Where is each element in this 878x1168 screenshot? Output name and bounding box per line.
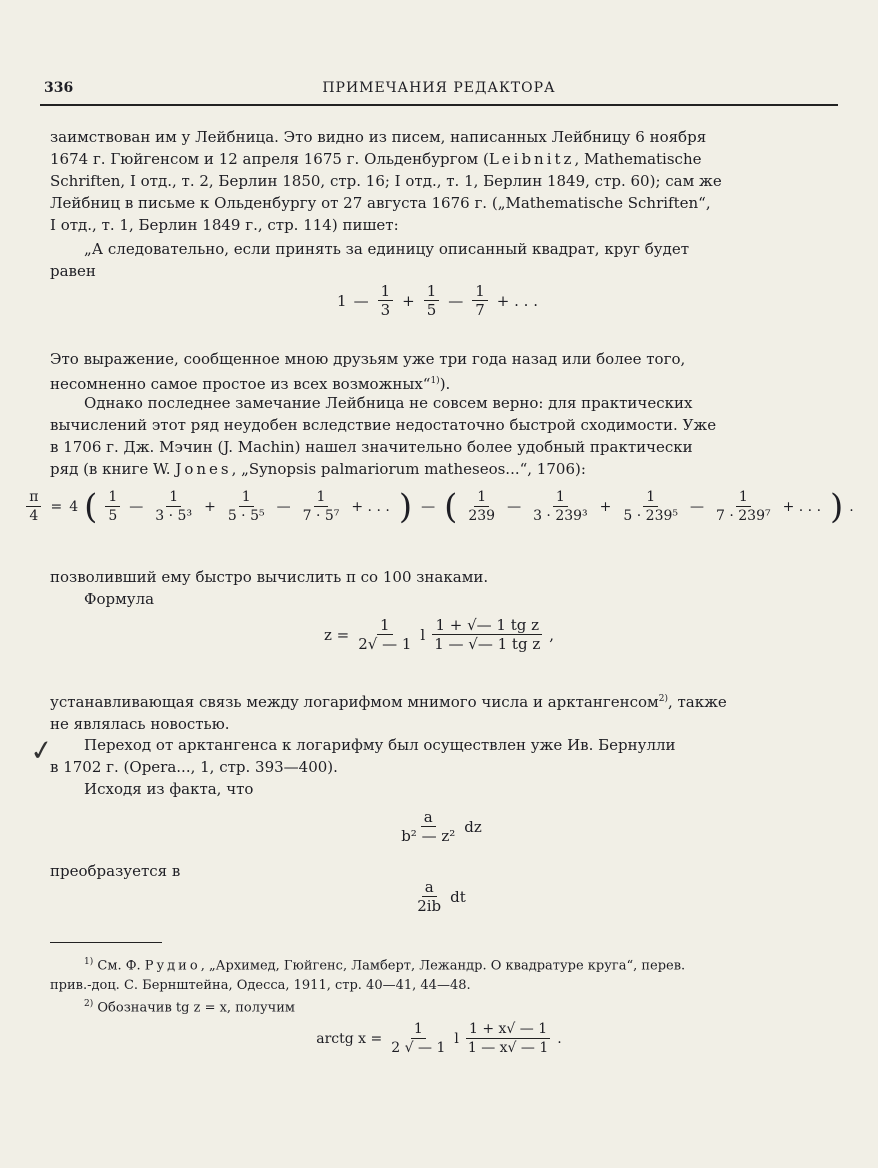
p1-line-3: Schriften, I отд., т. 2, Берлин 1850, стр. 16; I отд., т. 1, Берлин 1849, стр. 60); сам же [50,172,722,190]
paragraph-5 [50,566,830,610]
footnote-2: $^{2)}$ Обозначив tg z = x, получим [84,999,295,1016]
p7-line-1: Переход от арктангенса к логарифму был осуществлен уже Ив. Бернулли [84,736,676,754]
machin-formula: $\frac{\pi}{4}$ = 4 ( $\frac{1}{5}$ — $\frac{1}{\text{3 · 5³}}$ + $\frac{1}{\text{5 · 5⁵}}$ — $\frac{1}{\text{7 · 5⁷}}$ + . . . ) — ( $\frac{1}{239}$ — $\frac{1}{\text{3 · 239³}}$ + $\frac{1}{\text{5 · 239⁵}}$ — $\frac{1}{\text{7 · 239⁷}}$ + . . . ) . [0,488,878,525]
footnote-rule [50,942,162,943]
p6-line-1: устанавливающая связь между логарифмом мнимого числа и арктангенсом$^{2)}$, также [50,693,727,711]
paragraph-2 [50,238,830,282]
fraction-1-5: $\frac{1}{5}$ [424,282,440,319]
p1-line-2: 1674 г. Гюйгенсом и 12 апреля 1675 г. Ольденбургом (Leibnitz, Mathematische [50,150,702,168]
p3-line-2: несомненно самое простое из всех возможных“$^{1)}$). [50,375,451,393]
running-header: ПРИМЕЧАНИЯ РЕДАКТОРА [322,80,556,96]
p5-line-1: позволивший ему быстро вычислить π со 100 знаками. [50,568,489,586]
page-number: 336 [44,80,74,96]
pi-over-4: $\frac{\pi}{4}$ [26,488,41,525]
p6-line-2: не являлась новостью. [50,715,230,733]
jones-name: Jones [175,460,232,478]
p7-line-2: в 1702 г. (Opera..., 1, стр. 393—400). [50,758,338,776]
fraction-1-3: $\frac{1}{3}$ [378,282,394,319]
log-arctan-formula: z = $\frac{1}{2√ — 1}$ l $\frac{\text{1 + √— 1 tg z}}{\text{1 — √— 1 tg z}}$ , [323,616,555,653]
leibnitz-name: Leibnitz [488,150,575,168]
footnote-ref-1[interactable]: 1) [430,376,440,386]
footnote-ref-2[interactable]: 2) [658,694,668,704]
paragraph-4 [50,392,830,480]
header-rule [40,104,838,106]
fraction-1-7: $\frac{1}{7}$ [472,282,488,319]
p1-line-1: заимствован им у Лейбница. Это видно из писем, написанных Лейбницу 6 ноября [50,128,707,146]
arctg-formula: arctg x = $\frac{1}{2 √ — 1}$ l $\frac{1 + x√ — 1}{1 — x√ — 1}$ . [316,1021,562,1056]
paragraph-6 [50,688,830,735]
p5-line-2: Формула [84,590,155,608]
p4-line-2: вычислений этот ряд неудобен вследствие недостаточно быстрой сходимости. Уже [50,416,717,434]
integrand-formula: $\frac{a}{\text{b² — z²}}$ dz [401,808,482,845]
paragraph-1 [50,126,830,236]
rudio-name: Рудио [144,958,201,974]
p8-line-1: преобразуется в [50,862,181,880]
footnote-mark-1: 1) [84,957,94,967]
leibniz-series-formula: 1 — $\frac{1}{3}$ + $\frac{1}{5}$ — $\frac{1}{7}$ + . . . [337,282,538,319]
transformed-formula: $\frac{a}{2ib}$ dt [417,878,466,915]
p2-line-1: „А следовательно, если принять за единицу описанный квадрат, круг будет [84,240,690,258]
p1-line-4: Лейбниц в письме к Ольденбургу от 27 августа 1676 г. („Mathematische Schriften“, [50,194,711,212]
p4-line-3: в 1706 г. Дж. Мэчин (J. Machin) нашел значительно более удобный практически [50,438,693,456]
p3-line-1: Это выражение, сообщенное мною друзьям уже три года назад или более того, [50,350,686,368]
footnote-mark-2: 2) [84,999,94,1009]
paragraph-3 [50,348,830,395]
check-mark-annotation: ✓ [27,732,56,769]
p4-line-1: Однако последнее замечание Лейбница не совсем верно: для практических [84,394,693,412]
p1-line-5: I отд., т. 1, Берлин 1849 г., стр. 114) пишет: [50,216,399,234]
p7-line-3: Исходя из факта, что [84,780,254,798]
p2-line-2: равен [50,262,96,280]
p4-line-4: ряд (в книге W. Jones, „Synopsis palmariorum matheseos...“, 1706): [50,460,586,478]
paragraph-7 [50,734,830,800]
footnote-1: $^{1)}$ См. Ф. Рудио, „Архимед, Гюйгенс, Ламберт, Лежандр. О квадратуре круга“, перев. прив.-доц. С. Бернштейна, Одесса, 1911, стр. 40—41, 44—48. [50,957,686,994]
